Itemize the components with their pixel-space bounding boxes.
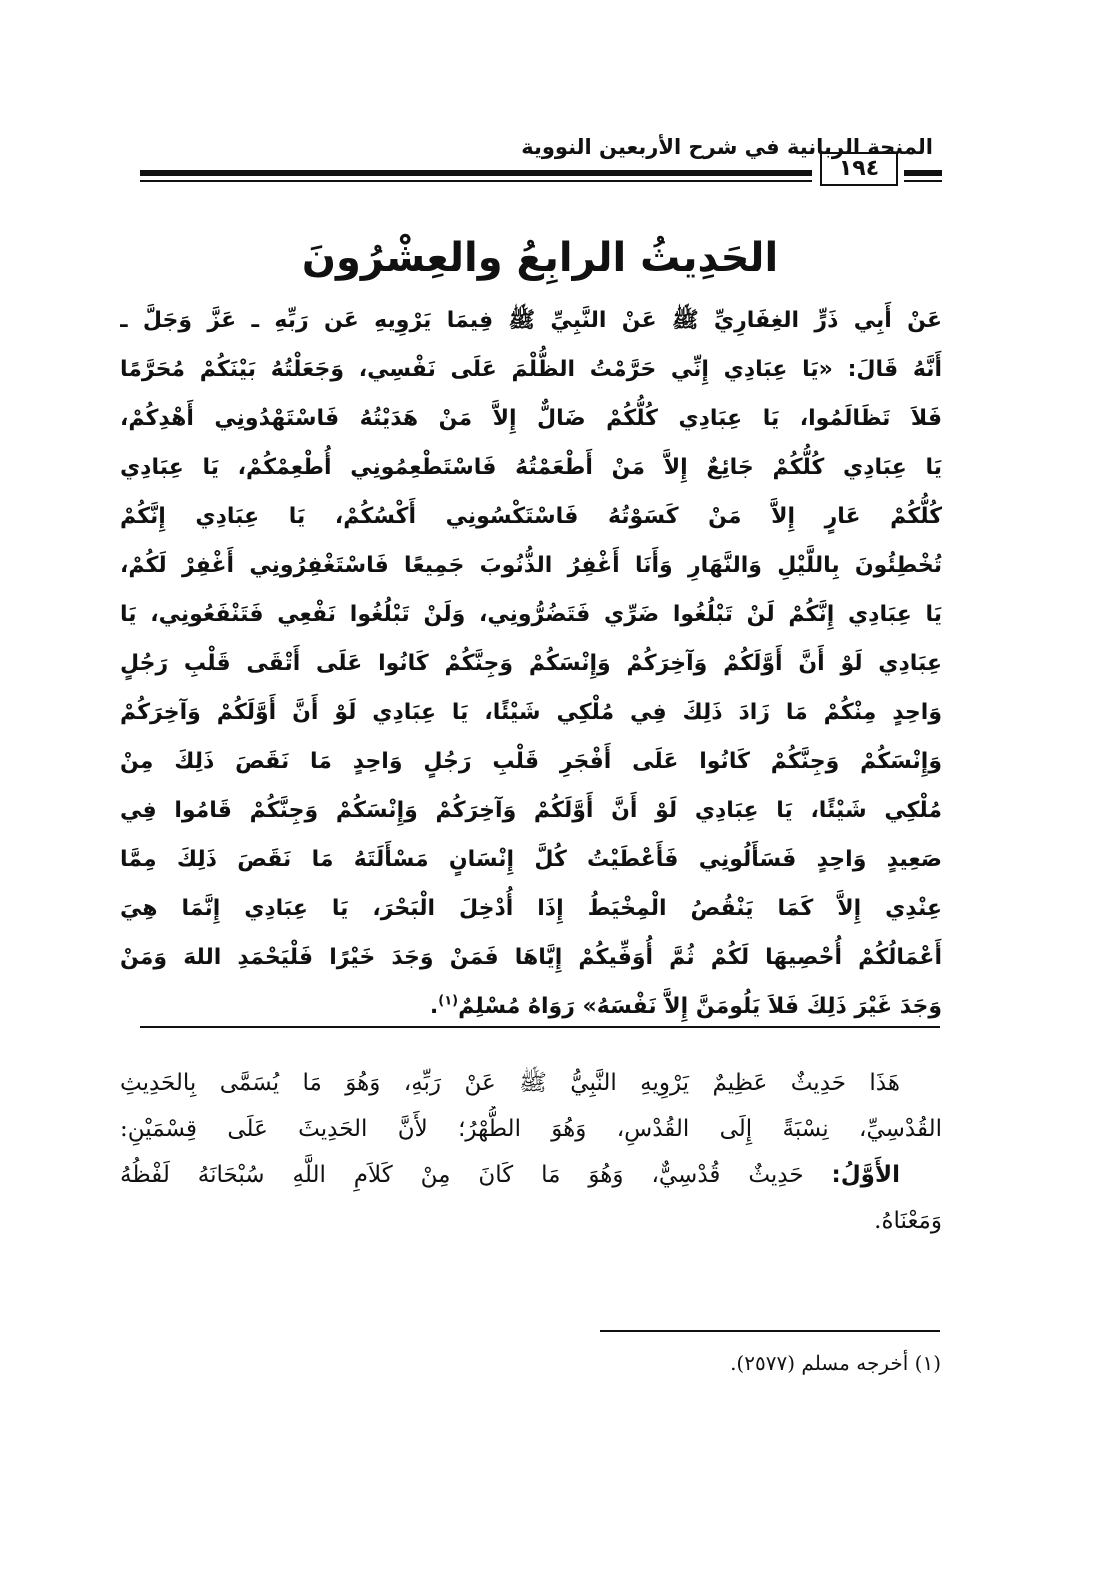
header-rule-right-thin (904, 180, 942, 182)
header-rule-right (904, 170, 942, 176)
hadith-line: وَاحِدٍ مِنْكُمْ مَا زَادَ ذَلِكَ فِي مُلْكِي شَيْئًا، يَا عِبَادِي لَوْ أَنَّ أَوَّلَكُمْ وَآخِرَكُمْ (120, 700, 942, 725)
hadith-line: فَلاَ تَظَالَمُوا، يَا عِبَادِي كُلُّكُمْ ضَالٌّ إِلاَّ مَنْ هَدَيْتُهُ فَاسْتَهْدُونِي أَهْدِكُمْ، (120, 406, 942, 431)
running-title: المنحة الربانية في شرح الأربعين النووية (521, 135, 933, 159)
hadith-line: صَعِيدٍ وَاحِدٍ فَسَأَلُونِي فَأَعْطَيْتُ كُلَّ إِنْسَانٍ مَسْأَلَتَهُ مَا نَقَصَ ذَلِكَ مِمَّا (120, 847, 942, 872)
page-number: ١٩٤ (820, 152, 898, 186)
header-rule-thin (140, 180, 812, 182)
footnote-divider (600, 1330, 940, 1332)
hadith-text (120, 296, 942, 1031)
commentary (120, 1060, 942, 1244)
hadith-line: أَعْمَالُكُمْ أُحْصِيهَا لَكُمْ ثُمَّ أُوَفِّيكُمْ إِيَّاهَا فَمَنْ وَجَدَ خَيْرًا فَلْيَحْمَدِ اللهَ وَمَنْ (120, 945, 942, 970)
commentary-line (120, 1152, 942, 1198)
header-rule (140, 170, 812, 176)
hadith-line: مُلْكِي شَيْئًا، يَا عِبَادِي لَوْ أَنَّ أَوَّلَكُمْ وَآخِرَكُمْ وَإِنْسَكُمْ وَجِنَّكُمْ قَامُوا فِي (120, 798, 942, 823)
hadith-line: عِنْدِي إِلاَّ كَمَا يَنْقُصُ الْمِخْيَطُ إِذَا أُدْخِلَ الْبَحْرَ، يَا عِبَادِي إِنَّمَا هِيَ (120, 896, 942, 921)
section-divider (140, 1026, 940, 1028)
commentary-line-rest: حَدِيثٌ قُدْسِيٌّ، وَهُوَ مَا كَانَ مِنْ كَلاَمِ اللَّهِ سُبْحَانَهُ لَفْظُهُ (120, 1162, 832, 1188)
commentary-line: وَمَعْنَاهُ. (874, 1208, 942, 1234)
footnote-reference: (١) (438, 993, 459, 1009)
hadith-line: عَنْ أَبِي ذَرٍّ الغِفَارِيِّ ﷺ عَنْ النَّبِيِّ ﷺ فِيمَا يَرْوِيهِ عَن رَبِّهِ ـ عَزَّ وَجَلَّ ـ (120, 308, 942, 333)
hadith-line: أَنَّهُ قَالَ: «يَا عِبَادِي إِنِّي حَرَّمْتُ الظُّلْمَ عَلَى نَفْسِي، وَجَعَلْتُهُ بَيْنَكُمْ مُحَرَّمًا (120, 357, 942, 382)
hadith-line: كُلُّكُمْ عَارٍ إِلاَّ مَنْ كَسَوْتُهُ فَاسْتَكْسُونِي أَكْسُكُمْ، يَا عِبَادِي إِنَّكُمْ (120, 504, 942, 529)
hadith-last-line (120, 982, 942, 1031)
hadith-line: عِبَادِي لَوْ أَنَّ أَوَّلَكُمْ وَآخِرَكُمْ وَإِنْسَكُمْ وَجِنَّكُمْ كَانُوا عَلَى أَتْقَى قَلْبِ رَجُلٍ (120, 651, 942, 676)
hadith-line: تُخْطِئُونَ بِاللَّيْلِ وَالنَّهَارِ وَأَنَا أَغْفِرُ الذُّنُوبَ جَمِيعًا فَاسْتَغْفِرُونِي أَغْفِرْ لَكُمْ، (120, 553, 942, 578)
commentary-line: القُدْسِيِّ، نِسْبَةً إِلَى القُدْسِ، وَهُوَ الطُّهْرُ؛ لأَنَّ الحَدِيثَ عَلَى قِسْمَيْنِ: (120, 1116, 942, 1142)
chapter-heading: الحَدِيثُ الرابِعُ والعِشْرُونَ (301, 235, 779, 281)
hadith-line: يَا عِبَادِي إِنَّكُمْ لَنْ تَبْلُغُوا ضَرِّي فَتَضُرُّونِي، وَلَنْ تَبْلُغُوا نَفْعِي فَتَنْفَعُونِي، يَا (120, 602, 942, 627)
commentary-lead-term: الأَوَّلُ: (831, 1162, 900, 1188)
footnote: (١) أخرجه مسلم (٢٥٧٧). (730, 1351, 941, 1375)
hadith-last-line-end: . (429, 994, 439, 1019)
commentary-line: هَذَا حَدِيثٌ عَظِيمٌ يَرْوِيهِ النَّبِيُّ ﷺ عَنْ رَبِّهِ، وَهُوَ مَا يُسَمَّى بِالحَدِيثِ (120, 1070, 900, 1096)
hadith-last-line-text: وَجَدَ غَيْرَ ذَلِكَ فَلاَ يَلُومَنَّ إِلاَّ نَفْسَهُ» رَوَاهُ مُسْلِمٌ (458, 994, 942, 1019)
hadith-line: يَا عِبَادِي كُلُّكُمْ جَائِعٌ إِلاَّ مَنْ أَطْعَمْتُهُ فَاسْتَطْعِمُونِي أُطْعِمْكُمْ، يَا عِبَادِي (120, 455, 942, 480)
hadith-line: وَإِنْسَكُمْ وَجِنَّكُمْ كَانُوا عَلَى أَفْجَرِ قَلْبِ رَجُلٍ وَاحِدٍ مَا نَقَصَ ذَلِكَ مِنْ (120, 749, 942, 774)
